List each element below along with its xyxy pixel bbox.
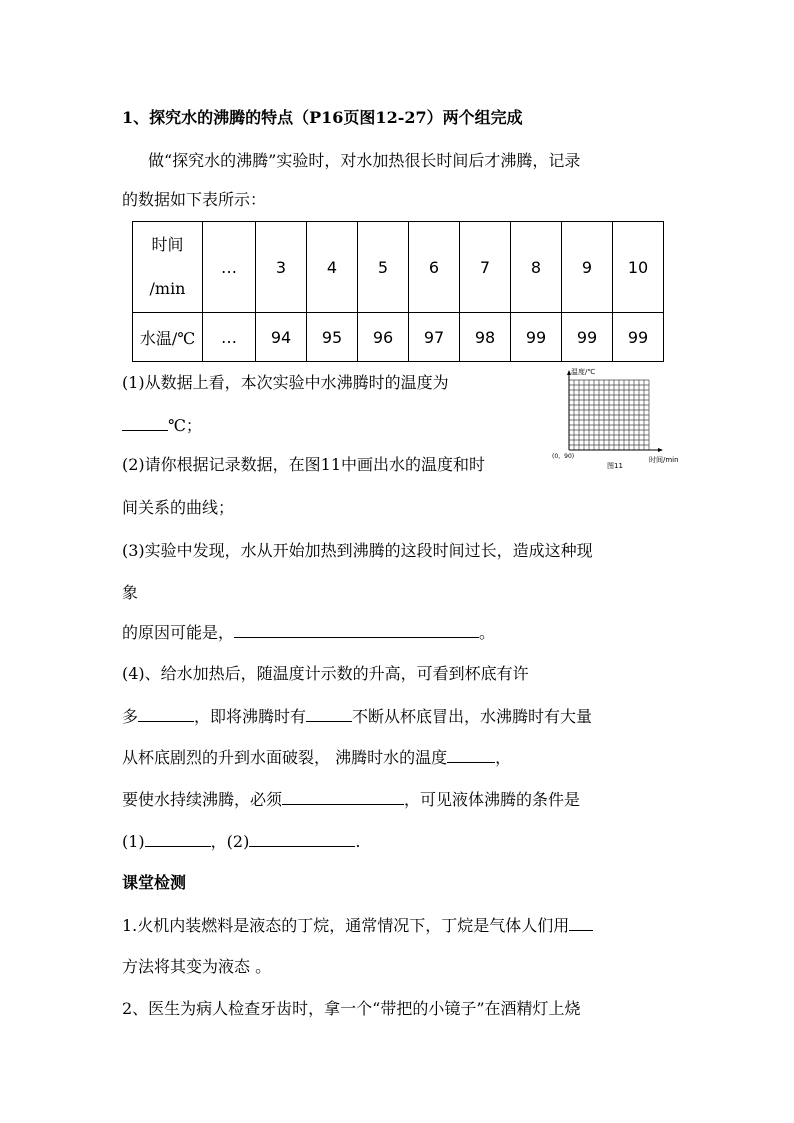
test1-line-2: 方法将其变为液态 。 xyxy=(122,957,272,976)
q2-line-1: (2)请你根据记录数据，在图11中画出水的温度和时 xyxy=(122,455,486,474)
answer-blank[interactable] xyxy=(138,706,194,722)
table-cell: 9 xyxy=(562,222,613,313)
table-row-time xyxy=(133,222,664,313)
answer-blank[interactable] xyxy=(249,831,355,847)
table-cell: 4 xyxy=(307,222,358,313)
table-cell: 94 xyxy=(256,313,307,362)
q4-text: 多 xyxy=(122,707,139,726)
answer-blank[interactable] xyxy=(145,831,211,847)
q4-text: ，即将沸腾时有 xyxy=(194,707,307,726)
q3-line-1: (3)实验中发现，水从开始加热到沸腾的这段时间过长，造成这种现 xyxy=(122,541,593,560)
time-header-1: 时间 xyxy=(151,235,184,254)
q4-text: 要使水持续沸腾，必须 xyxy=(122,790,283,809)
test1-line-1 xyxy=(122,915,593,936)
time-header-cell xyxy=(133,222,203,313)
graph-grid xyxy=(569,380,649,450)
table-cell: 99 xyxy=(562,313,613,362)
q4-line-1: (4)、给水加热后，随温度计示数的升高，可看到杯底有许 xyxy=(122,664,529,683)
table-cell: 10 xyxy=(613,222,664,313)
table-cell: 6 xyxy=(409,222,460,313)
temp-header-cell: 水温/℃ xyxy=(133,313,203,362)
answer-blank[interactable] xyxy=(306,706,352,722)
graph-axes xyxy=(569,373,660,450)
table-cell: 5 xyxy=(358,222,409,313)
q4-text: 不断从杯底冒出，水沸腾时有大量 xyxy=(352,707,593,726)
answer-blank[interactable] xyxy=(447,747,495,763)
q4-text: 从杯底剧烈的升到水面破裂， 沸腾时水的温度 xyxy=(122,748,448,767)
graph-caption: 图11 xyxy=(607,462,623,470)
table-row-temp xyxy=(133,313,664,362)
answer-blank[interactable] xyxy=(569,915,593,931)
q4-text: . xyxy=(355,832,361,851)
table-cell: 7 xyxy=(460,222,511,313)
q3-text: 的原因可能是， xyxy=(122,623,235,642)
table-cell: 97 xyxy=(409,313,460,362)
q1-line-1: (1)从数据上看，本次实验中水沸腾时的温度为 xyxy=(122,373,449,392)
q4-text: ， xyxy=(495,748,512,767)
q4-text: ，可见液体沸腾的条件是 xyxy=(404,790,581,809)
q3-line-3 xyxy=(122,622,495,643)
answer-blank[interactable] xyxy=(122,415,168,431)
graph-xlabel: 时间/min xyxy=(649,456,679,464)
q2-line-2: 间关系的曲线； xyxy=(122,498,235,517)
time-header-2: /min xyxy=(149,279,186,298)
table-cell: 95 xyxy=(307,313,358,362)
section-title: 课堂检测 xyxy=(122,873,187,892)
graph-ylabel: 温度/℃ xyxy=(571,368,596,376)
test1-text: 1.火机内装燃料是液态的丁烷，通常情况下，丁烷是气体人们用 xyxy=(122,916,570,935)
table-cell: 8 xyxy=(511,222,562,313)
answer-blank[interactable] xyxy=(282,789,404,805)
intro-line-1: 做“探究水的沸腾”实验时，对水加热很长时间后才沸腾，记录 xyxy=(148,151,581,170)
q4-line-3 xyxy=(122,747,511,768)
q4-line-4 xyxy=(122,789,580,810)
test2-line-1: 2、医生为病人检查牙齿时，拿一个“带把的小镜子”在酒精灯上烧 xyxy=(122,999,581,1018)
table-cell: 98 xyxy=(460,313,511,362)
table-cell: … xyxy=(203,222,256,313)
table-cell: 99 xyxy=(511,313,562,362)
section-heading: 1、探究水的沸腾的特点（P16页图12-27）两个组完成 xyxy=(122,108,523,127)
data-table xyxy=(132,221,664,362)
table-cell: 96 xyxy=(358,313,409,362)
table-cell: 99 xyxy=(613,313,664,362)
blank-graph-figure xyxy=(552,365,684,470)
graph-origin-label: (0，90) xyxy=(552,453,575,460)
q4-line-5 xyxy=(122,831,360,852)
answer-blank[interactable] xyxy=(234,622,479,638)
table-cell: 3 xyxy=(256,222,307,313)
q3-end: 。 xyxy=(479,623,496,642)
q1-line-2 xyxy=(122,415,202,436)
intro-line-2: 的数据如下表所示： xyxy=(122,190,267,209)
q4-text: (1) xyxy=(122,832,145,851)
q4-text: ，(2) xyxy=(210,832,250,851)
q1-unit: ℃； xyxy=(168,416,202,435)
x-axis-arrow xyxy=(658,448,663,452)
q3-line-2: 象 xyxy=(122,583,139,602)
table-cell: … xyxy=(203,313,256,362)
q4-line-2 xyxy=(122,706,592,727)
